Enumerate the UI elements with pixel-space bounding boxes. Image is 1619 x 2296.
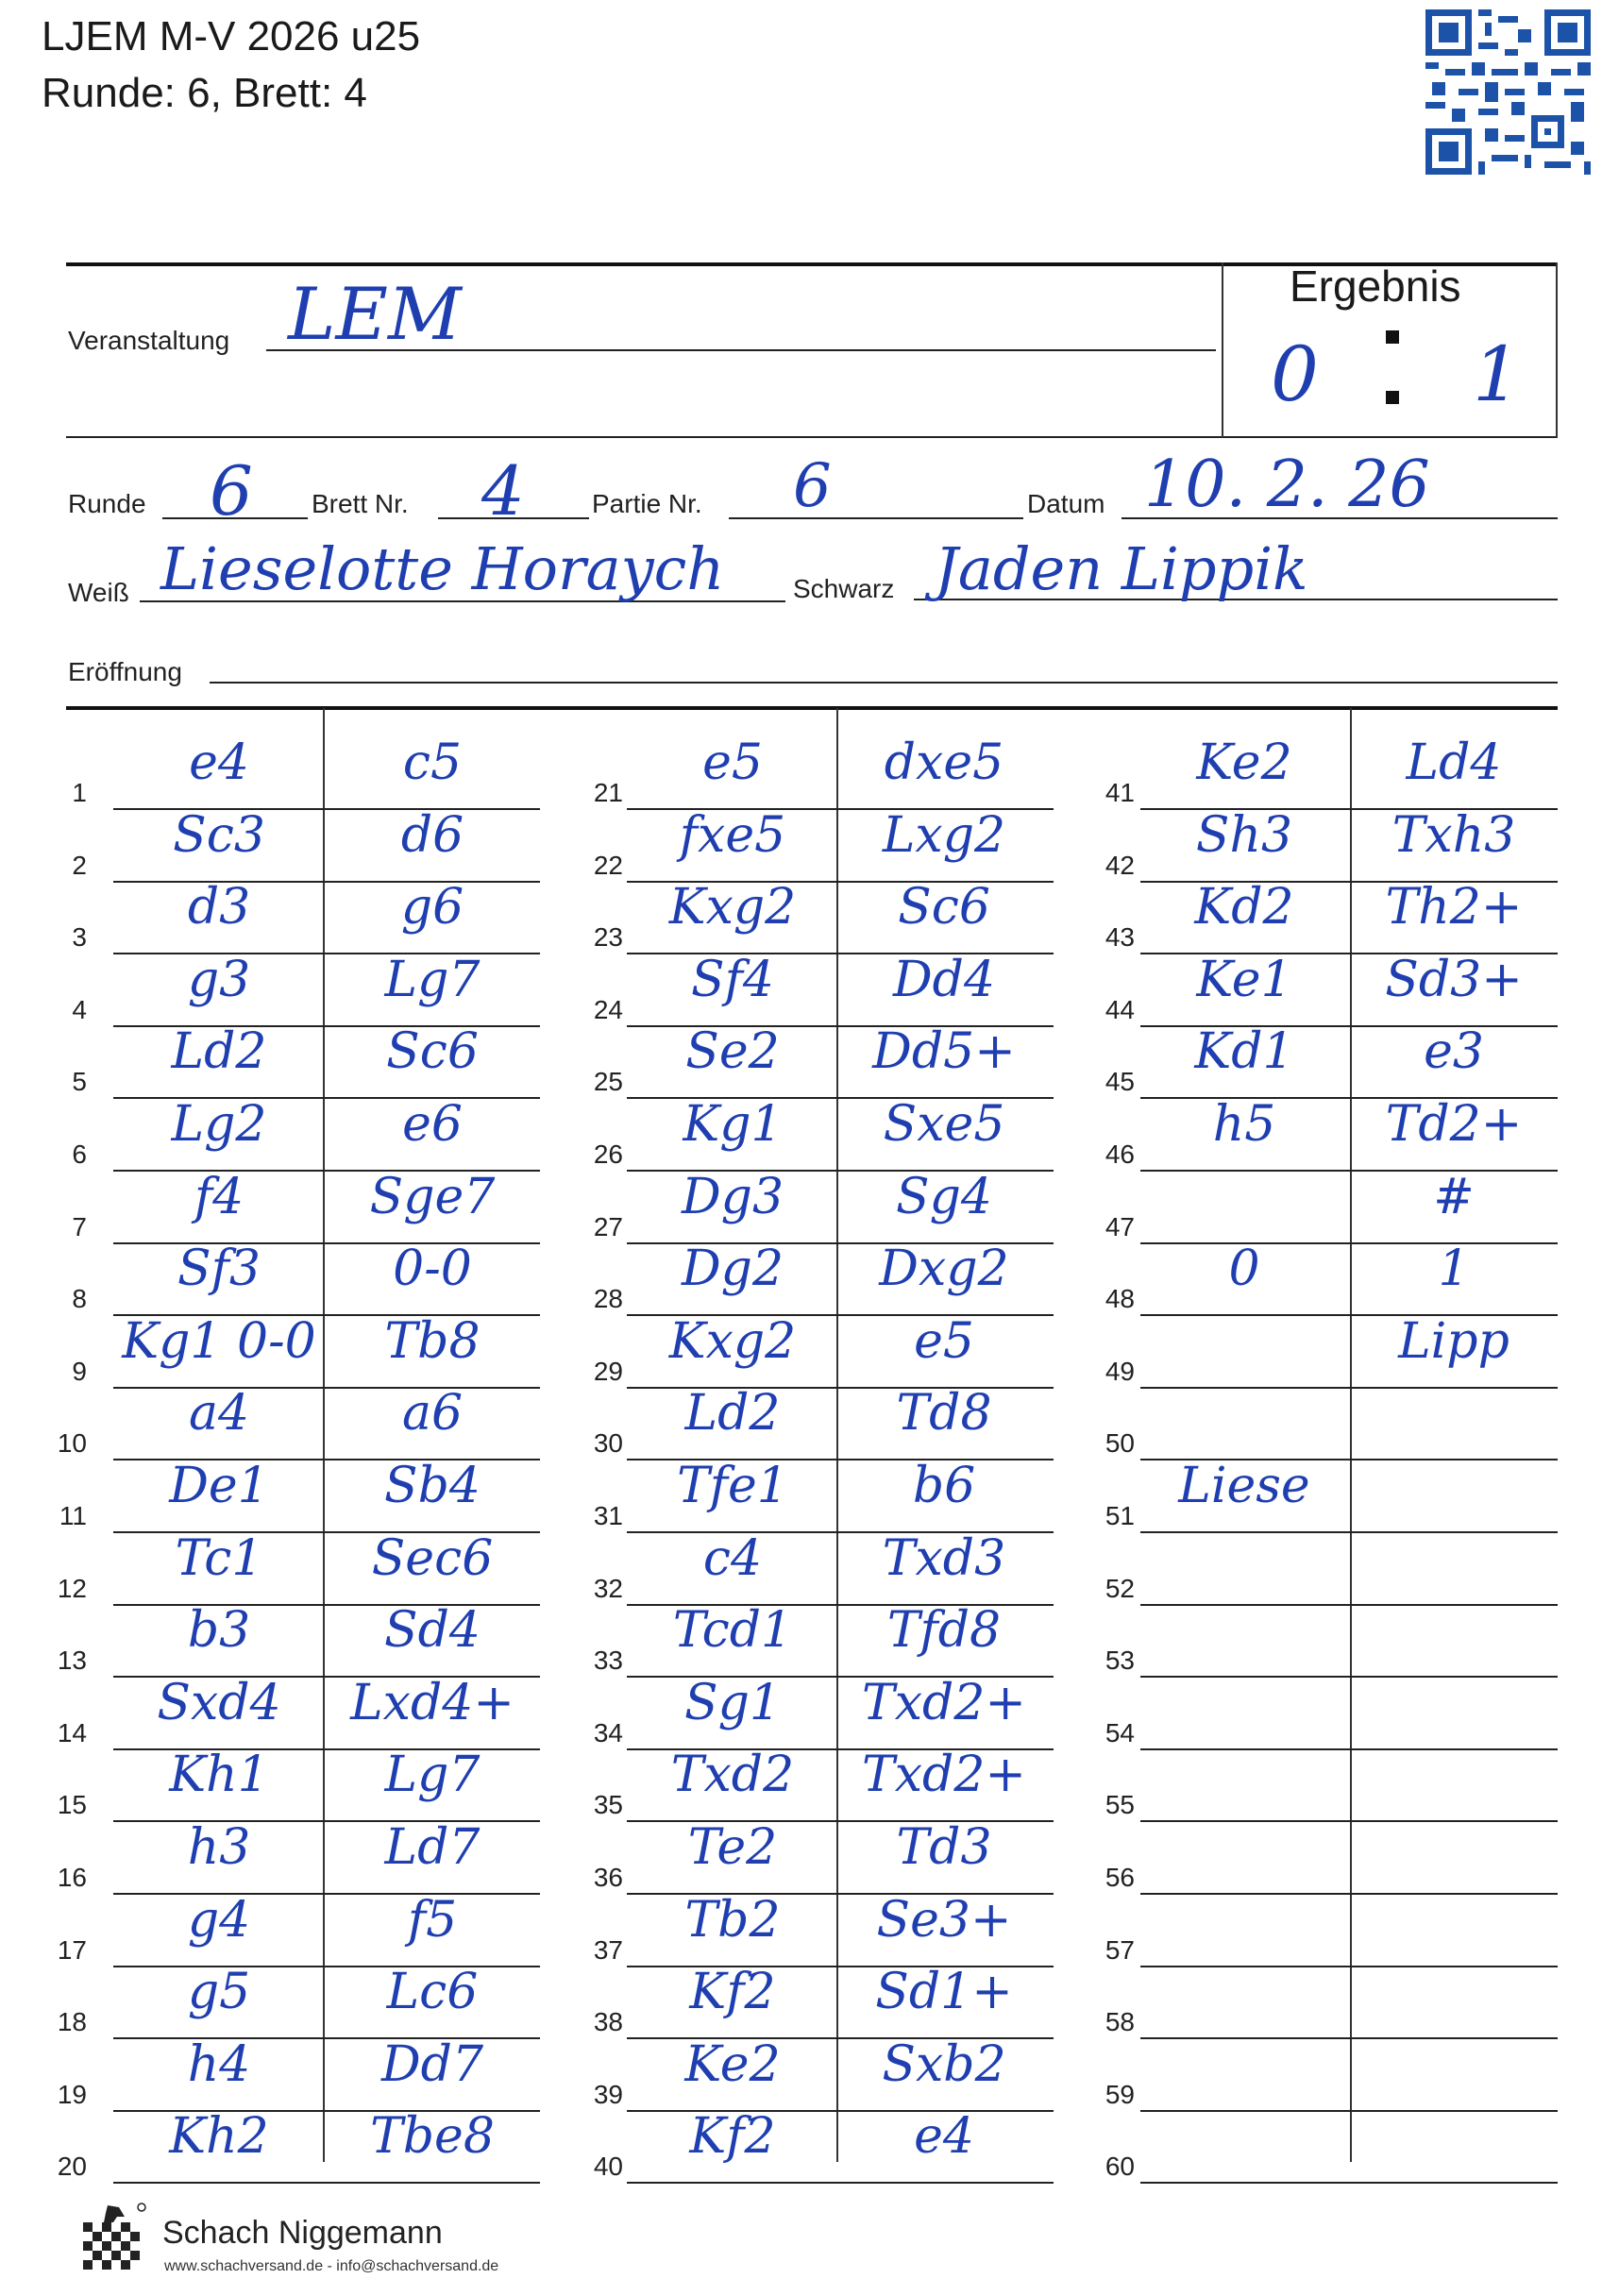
black-move: 0-0 (393, 1241, 472, 1298)
opening-field-line (210, 682, 1558, 684)
white-move: g3 (187, 951, 251, 1008)
move-row-line (1140, 1966, 1558, 1967)
move-number: 8 (72, 1284, 87, 1314)
board-value: 4 (481, 451, 525, 531)
black-move: Sd1+ (875, 1964, 1013, 2021)
black-move: Tbe8 (370, 2108, 495, 2166)
white-move: Kf2 (689, 2108, 776, 2166)
result-black: 1 (1473, 330, 1521, 418)
white-move: a4 (188, 1385, 250, 1443)
white-move: Ld2 (171, 1023, 267, 1081)
move-row-line (1140, 1387, 1558, 1389)
black-move: Th2+ (1385, 879, 1523, 937)
result-colon-top (1386, 330, 1399, 344)
move-number: 11 (59, 1501, 87, 1530)
move-row-line (1140, 2110, 1558, 2112)
white-player-value: Lieselotte Horaych (160, 534, 725, 603)
white-move: Kf2 (689, 1964, 776, 2021)
move-number: 35 (593, 1790, 623, 1820)
black-move: Sge7 (369, 1168, 496, 1225)
black-move: # (1433, 1168, 1475, 1225)
white-move: Tfe1 (677, 1458, 788, 1514)
white-move: Kg1 0-0 (122, 1312, 316, 1370)
moves-col-divider-2 (836, 708, 838, 2162)
white-move: Kg1 (683, 1096, 783, 1153)
white-move: g4 (187, 1891, 251, 1949)
moves-table-top-border (66, 706, 1558, 710)
white-move: Ke1 (1196, 951, 1292, 1008)
move-number: 14 (57, 1717, 87, 1747)
black-move: Txd2+ (862, 1674, 1026, 1731)
move-number: 33 (593, 1646, 623, 1676)
result-label: Ergebnis (1290, 262, 1461, 311)
black-move: Sec6 (371, 1529, 494, 1587)
date-label: Datum (1027, 489, 1105, 518)
white-move: h3 (187, 1819, 251, 1876)
event-label: Veranstaltung (68, 326, 230, 355)
qr-code-icon (1425, 9, 1591, 175)
date-value: 10. 2. 26 (1144, 447, 1430, 522)
white-label: Weiß (68, 578, 129, 607)
moves-col-divider-1 (323, 708, 325, 2162)
move-number: 27 (593, 1211, 623, 1241)
black-move: Sc6 (386, 1023, 479, 1081)
white-move: Kh2 (169, 2108, 269, 2166)
move-number: 12 (57, 1573, 87, 1603)
black-label: Schwarz (793, 574, 895, 603)
white-move: f4 (194, 1168, 245, 1225)
black-move: b6 (912, 1458, 976, 1514)
black-move: Td3 (896, 1819, 992, 1876)
move-number: 47 (1105, 1211, 1135, 1241)
white-move: Tb2 (684, 1891, 781, 1949)
white-move: Ld2 (684, 1385, 781, 1443)
move-number: 53 (1105, 1646, 1135, 1676)
game-value: 6 (793, 451, 832, 521)
black-move: Lxg2 (882, 806, 1006, 864)
move-number: 29 (593, 1356, 623, 1386)
move-row-line (1140, 1676, 1558, 1678)
white-move: Tc1 (175, 1529, 263, 1587)
move-row-line (627, 2182, 1054, 2184)
result-white: 0 (1271, 330, 1319, 418)
move-number: 60 (1105, 2152, 1135, 2182)
white-move: Sc3 (173, 806, 265, 864)
white-move: Dg3 (681, 1168, 784, 1225)
move-number: 52 (1105, 1573, 1135, 1603)
black-move: e3 (1424, 1023, 1484, 1081)
white-move: Ke2 (684, 2035, 781, 2093)
black-move: Lc6 (386, 1964, 479, 2021)
white-move: e5 (702, 734, 763, 791)
white-move: Se2 (685, 1023, 780, 1081)
black-player-value: Jaden Lippik (935, 534, 1308, 603)
move-number: 55 (1105, 1790, 1135, 1820)
white-move: Dg2 (681, 1241, 784, 1298)
move-number: 15 (57, 1790, 87, 1820)
round-value: 6 (210, 451, 253, 531)
white-move: Sf4 (691, 951, 774, 1008)
black-move: d6 (400, 806, 464, 864)
black-move: e4 (914, 2108, 974, 2166)
black-move: Sxe5 (883, 1096, 1005, 1153)
move-number: 6 (72, 1140, 87, 1169)
black-move: Se3+ (876, 1891, 1012, 1949)
move-number: 57 (1105, 1934, 1135, 1965)
move-row-line (1140, 1748, 1558, 1750)
footer-brand: Schach Niggemann (162, 2215, 443, 2251)
move-number: 3 (72, 922, 87, 953)
event-section-bottom (66, 436, 1558, 438)
move-number: 22 (593, 850, 623, 880)
white-move: g5 (187, 1964, 251, 2021)
move-row-line (113, 2182, 540, 2184)
game-field-line (729, 517, 1023, 519)
black-move: Dxg2 (879, 1241, 1009, 1298)
black-move: Txd3 (882, 1529, 1006, 1587)
move-number: 40 (593, 2152, 623, 2182)
result-box-right (1556, 262, 1558, 438)
round-board-subtitle: Runde: 6, Brett: 4 (42, 70, 367, 116)
move-number: 20 (57, 2152, 87, 2182)
move-number: 34 (593, 1717, 623, 1747)
white-move: Kxg2 (668, 1312, 797, 1370)
white-move: Sf3 (177, 1241, 261, 1298)
black-move: Lipp (1398, 1312, 1509, 1370)
move-number: 51 (1105, 1501, 1135, 1530)
chess-knight-logo-icon (76, 2202, 151, 2281)
white-move: Kxg2 (668, 879, 797, 937)
move-number: 48 (1105, 1284, 1135, 1314)
move-number: 21 (593, 778, 623, 807)
white-move: Kd2 (1194, 879, 1294, 937)
event-title: LJEM M-V 2026 u25 (42, 13, 421, 59)
black-move: Td8 (896, 1385, 992, 1443)
board-label: Brett Nr. (312, 489, 409, 518)
move-number: 23 (593, 922, 623, 953)
black-move: Dd7 (380, 2035, 484, 2093)
move-number: 59 (1105, 2079, 1135, 2109)
move-row-line (1140, 1893, 1558, 1895)
black-move: e5 (914, 1312, 974, 1370)
move-number: 10 (57, 1428, 87, 1459)
move-number: 44 (1105, 994, 1135, 1024)
black-move: Sb4 (384, 1458, 481, 1514)
black-move: Tb8 (384, 1312, 481, 1370)
white-move: b3 (187, 1602, 251, 1660)
black-move: f5 (407, 1891, 458, 1949)
black-move: Ld4 (1406, 734, 1502, 791)
black-move: Lg7 (384, 1747, 481, 1804)
move-row-line (1140, 2182, 1558, 2184)
result-box-divider (1222, 262, 1223, 438)
white-move: fxe5 (679, 806, 786, 864)
white-move: Sh3 (1195, 806, 1293, 864)
black-move: g6 (400, 879, 464, 937)
move-number: 38 (593, 2007, 623, 2037)
move-number: 26 (593, 1140, 623, 1169)
white-move: d3 (187, 879, 251, 937)
move-row-line (1140, 1820, 1558, 1822)
black-move: Dd5+ (872, 1023, 1016, 1081)
move-number: 32 (593, 1573, 623, 1603)
black-move: Sc6 (898, 879, 990, 937)
black-move: Sd3+ (1385, 951, 1523, 1008)
move-number: 16 (57, 1863, 87, 1892)
move-number: 58 (1105, 2007, 1135, 2037)
move-number: 2 (72, 850, 87, 880)
move-number: 5 (72, 1067, 87, 1097)
move-number: 41 (1105, 778, 1135, 807)
black-move: 1 (1438, 1241, 1470, 1298)
move-number: 39 (593, 2079, 623, 2109)
move-number: 31 (593, 1501, 623, 1530)
black-move: Lxd4+ (350, 1674, 514, 1731)
round-label: Runde (68, 489, 146, 518)
black-move: Lg7 (384, 951, 481, 1008)
black-move: a6 (401, 1385, 464, 1443)
move-number: 9 (72, 1356, 87, 1386)
event-value: LEM (288, 272, 462, 356)
move-row-line (1140, 1531, 1558, 1533)
black-move: Txh3 (1391, 806, 1516, 864)
black-move: Dd4 (892, 951, 996, 1008)
move-number: 1 (72, 778, 87, 807)
result-colon-bottom (1386, 391, 1399, 404)
black-move: Txd2+ (862, 1747, 1026, 1804)
footer-contact: www.schachversand.de - info@schachversand.de (164, 2258, 499, 2274)
move-number: 17 (57, 1934, 87, 1965)
white-move: Txd2 (670, 1747, 795, 1804)
white-move: Sg1 (684, 1674, 781, 1731)
move-number: 37 (593, 1934, 623, 1965)
move-number: 28 (593, 1284, 623, 1314)
white-move: h4 (187, 2035, 251, 2093)
move-number: 13 (57, 1646, 87, 1676)
black-move: Sxb2 (882, 2035, 1006, 2093)
move-number: 42 (1105, 850, 1135, 880)
white-move: Te2 (687, 1819, 778, 1876)
move-number: 25 (593, 1067, 623, 1097)
move-number: 43 (1105, 922, 1135, 953)
move-number: 4 (72, 994, 87, 1024)
move-number: 30 (593, 1428, 623, 1459)
move-number: 54 (1105, 1717, 1135, 1747)
move-number: 18 (57, 2007, 87, 2037)
black-move: Ld7 (384, 1819, 481, 1876)
black-move: Tfd8 (886, 1602, 1002, 1660)
black-move: c5 (402, 734, 463, 791)
white-move: Kh1 (169, 1747, 269, 1804)
white-move: 0 (1228, 1241, 1260, 1298)
opening-label: Eröffnung (68, 657, 182, 686)
white-move: h5 (1212, 1096, 1276, 1153)
white-move: Lg2 (171, 1096, 267, 1153)
black-move: Sd4 (384, 1602, 481, 1660)
move-number: 45 (1105, 1067, 1135, 1097)
move-row-line (1140, 1604, 1558, 1606)
move-number: 49 (1105, 1356, 1135, 1386)
black-move: dxe5 (884, 734, 1004, 791)
black-move: Td2+ (1385, 1096, 1523, 1153)
white-move: Ke2 (1196, 734, 1292, 791)
white-move: Tcd1 (672, 1602, 793, 1660)
white-move: c4 (702, 1529, 763, 1587)
white-move: Sxd4 (157, 1674, 281, 1731)
game-label: Partie Nr. (592, 489, 702, 518)
move-number: 56 (1105, 1863, 1135, 1892)
move-number: 50 (1105, 1428, 1135, 1459)
white-move: Kd1 (1194, 1023, 1294, 1081)
move-number: 24 (593, 994, 623, 1024)
black-move: e6 (402, 1096, 463, 1153)
move-row-line (1140, 2037, 1558, 2039)
white-move: Liese (1178, 1458, 1310, 1514)
white-move: e4 (189, 734, 249, 791)
move-number: 36 (593, 1863, 623, 1892)
white-move: De1 (169, 1458, 269, 1514)
move-number: 46 (1105, 1140, 1135, 1169)
black-move: Sg4 (896, 1168, 992, 1225)
move-number: 19 (57, 2079, 87, 2109)
move-number: 7 (72, 1211, 87, 1241)
